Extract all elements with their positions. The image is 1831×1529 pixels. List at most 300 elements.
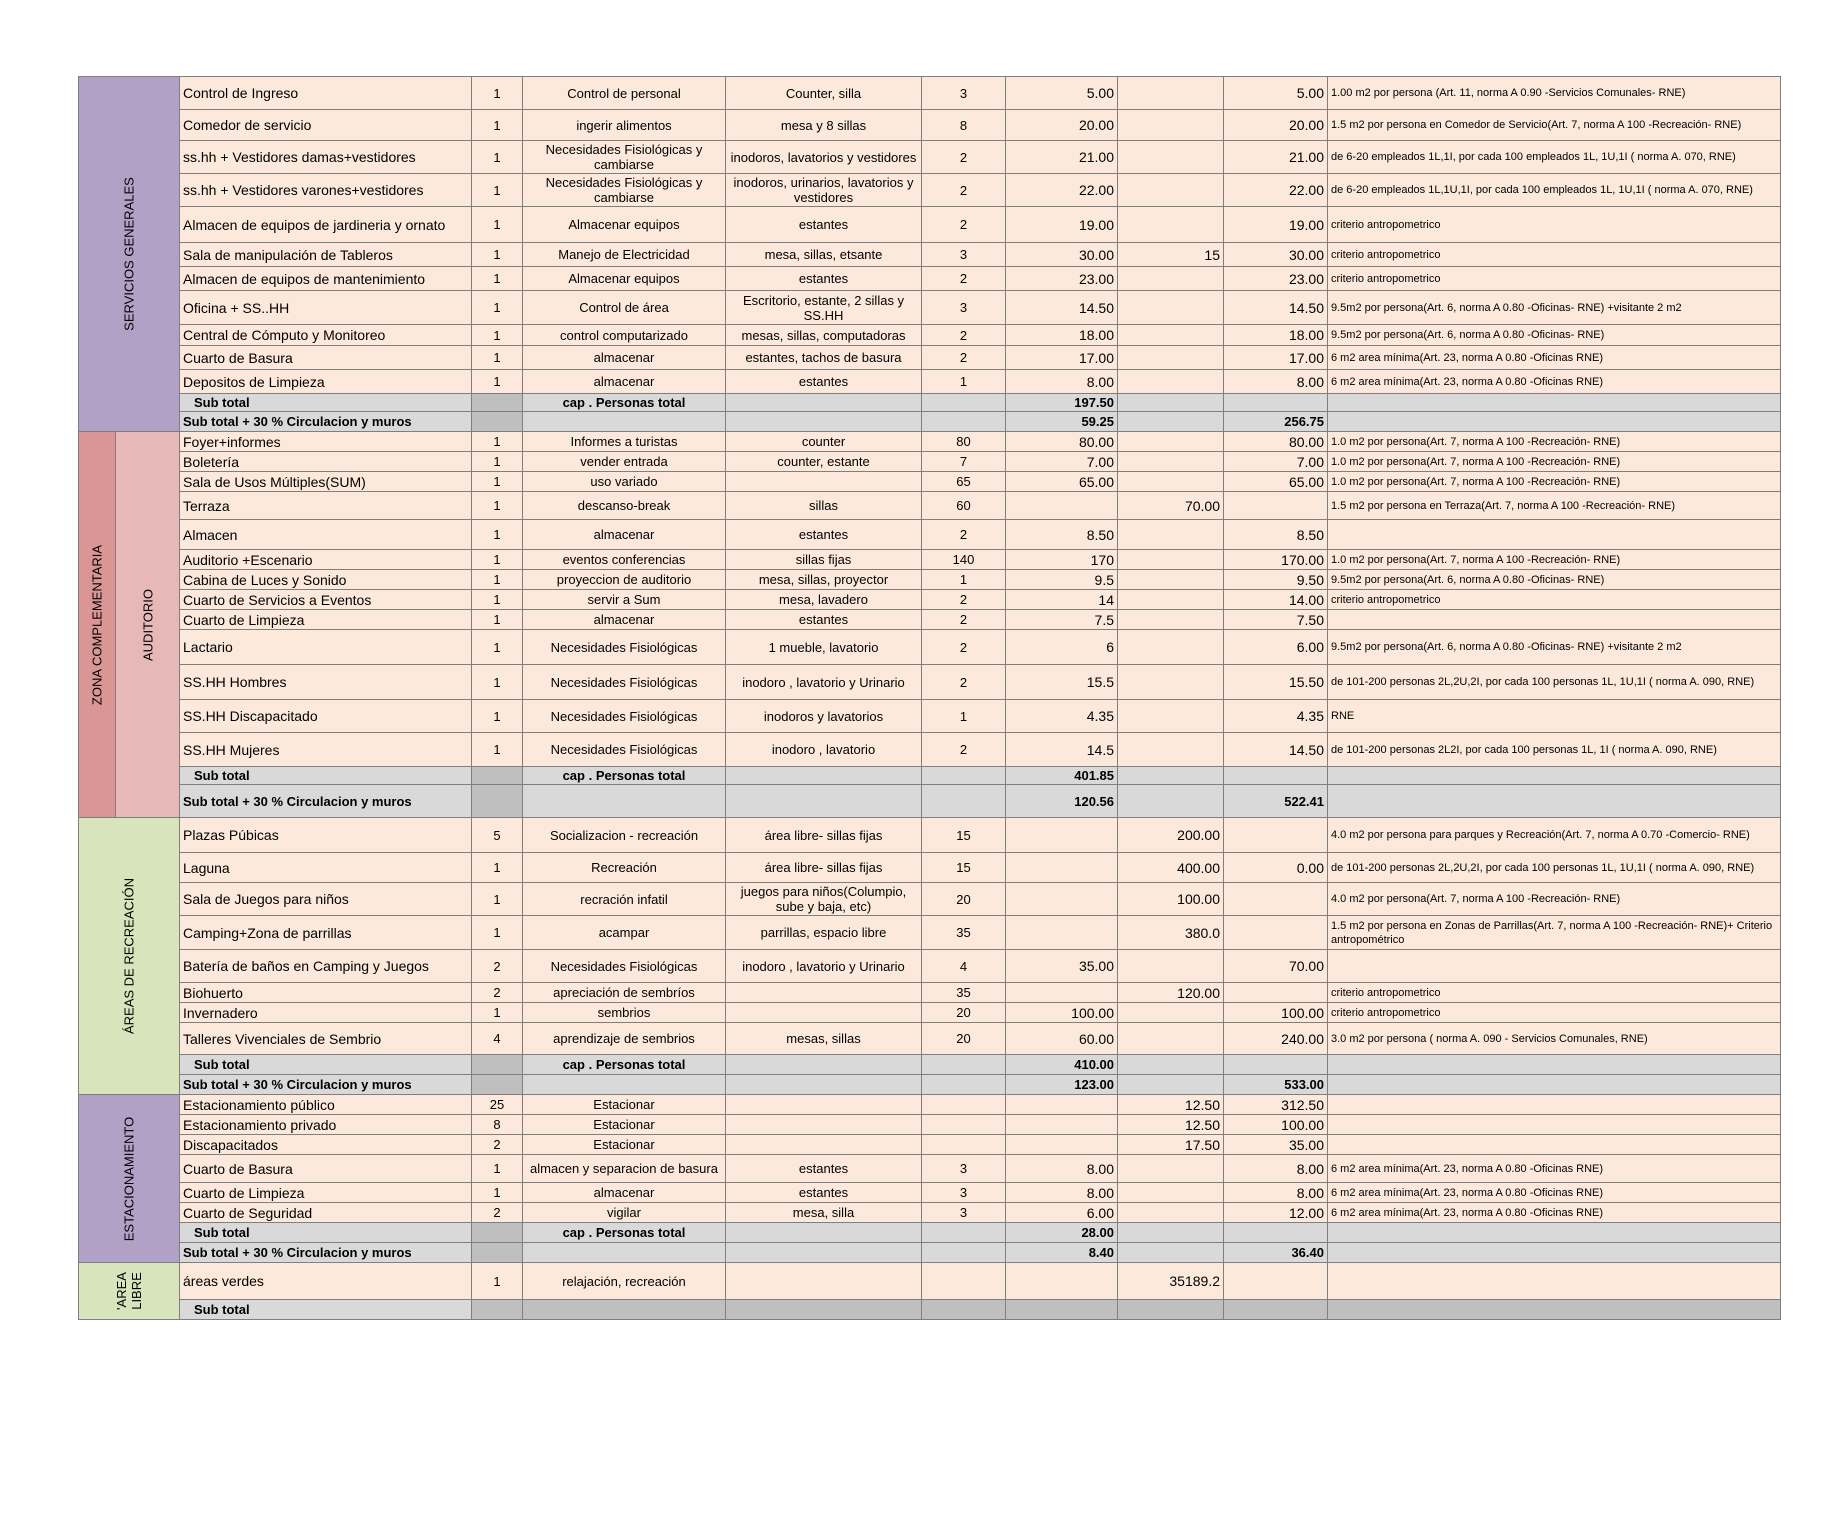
open-area [1118,325,1224,346]
space-name: Sala de manipulación de Tableros [180,243,472,267]
users: 2 [922,207,1006,243]
users [922,1055,1006,1075]
quantity: 1 [472,370,523,394]
furniture: inodoros, urinarios, lavatorios y vestidores [726,174,922,207]
roofed-area: 15.5 [1006,665,1118,700]
quantity [472,1055,523,1075]
subtotal-circulation-row [79,1075,1781,1095]
table-row [79,1263,1781,1300]
open-area [1118,590,1224,610]
roofed-area [1006,1115,1118,1135]
quantity: 1 [472,243,523,267]
roofed-area [1006,1135,1118,1155]
total-area: 8.00 [1224,1183,1328,1203]
table-row [79,110,1781,141]
table-row [79,207,1781,243]
total-area: 312.50 [1224,1095,1328,1115]
norm-reference [1328,1115,1781,1135]
quantity: 1 [472,630,523,665]
quantity: 1 [472,570,523,590]
norm-reference: 1.0 m2 por persona(Art. 7, norma A 100 -Recreación- RNE) [1328,452,1781,472]
quantity [472,1300,523,1320]
space-name: Almacen de equipos de jardineria y ornato [180,207,472,243]
activity [523,1075,726,1095]
space-name: Cuarto de Basura [180,346,472,370]
space-name: Laguna [180,853,472,883]
open-area: 120.00 [1118,983,1224,1003]
table-row [79,291,1781,325]
norm-reference: de 101-200 personas 2L,2U,2I, por cada 100 personas 1L, 1U,1I ( norma A. 090, RNE) [1328,665,1781,700]
zone-label [122,1116,137,1240]
users: 4 [922,950,1006,983]
subtotal-row [79,1300,1781,1320]
norm-reference: criterio antropometrico [1328,590,1781,610]
users: 2 [922,346,1006,370]
roofed-area [1006,818,1118,853]
zone-area-libre [79,1263,180,1320]
activity: almacenar [523,520,726,550]
table-row [79,1095,1781,1115]
space-name: Cuarto de Limpieza [180,1183,472,1203]
roofed-area: 7.00 [1006,452,1118,472]
open-area [1118,570,1224,590]
roofed-area: 4.35 [1006,700,1118,733]
space-name: Comedor de servicio [180,110,472,141]
open-area [1118,550,1224,570]
users [922,1300,1006,1320]
open-area [1118,174,1224,207]
furniture: counter, estante [726,452,922,472]
total-area: 20.00 [1224,110,1328,141]
space-name: Central de Cómputo y Monitoreo [180,325,472,346]
roofed-area: 401.85 [1006,767,1118,785]
norm-reference [1328,1095,1781,1115]
total-area: 533.00 [1224,1075,1328,1095]
table-row [79,1183,1781,1203]
roofed-area: 21.00 [1006,141,1118,174]
furniture: 1 mueble, lavatorio [726,630,922,665]
furniture [726,983,922,1003]
total-area: 30.00 [1224,243,1328,267]
furniture: estantes [726,520,922,550]
roofed-area: 170 [1006,550,1118,570]
norm-reference [1328,520,1781,550]
users [922,785,1006,818]
table-row [79,665,1781,700]
users: 35 [922,916,1006,950]
total-area: 9.50 [1224,570,1328,590]
activity: Manejo de Electricidad [523,243,726,267]
space-name: Sub total + 30 % Circulacion y muros [180,1243,472,1263]
norm-reference: de 101-200 personas 2L,2U,2I, por cada 100 personas 1L, 1U,1I ( norma A. 090, RNE) [1328,853,1781,883]
activity: apreciación de sembríos [523,983,726,1003]
space-name: Depositos de Limpieza [180,370,472,394]
open-area [1118,1055,1224,1075]
total-area: 18.00 [1224,325,1328,346]
space-name: Sala de Juegos para niños [180,883,472,916]
open-area [1118,1023,1224,1055]
quantity: 1 [472,520,523,550]
norm-reference: criterio antropometrico [1328,243,1781,267]
total-area [1224,1300,1328,1320]
furniture [726,1300,922,1320]
roofed-area [1006,916,1118,950]
zone-label-line: ÁREAS DE RECREACIÓN [121,877,137,1035]
open-area [1118,267,1224,291]
activity: Socializacion - recreación [523,818,726,853]
total-area: 8.00 [1224,1155,1328,1183]
furniture: estantes [726,207,922,243]
open-area [1118,432,1224,452]
total-area [1224,916,1328,950]
norm-reference [1328,394,1781,412]
space-name: Cuarto de Servicios a Eventos [180,590,472,610]
furniture: mesa, silla [726,1203,922,1223]
norm-reference: 6 m2 area mínima(Art. 23, norma A 0.80 -Oficinas RNE) [1328,370,1781,394]
total-area: 15.50 [1224,665,1328,700]
space-name: Sub total + 30 % Circulacion y muros [180,1075,472,1095]
activity: control computarizado [523,325,726,346]
space-name: SS.HH Discapacitado [180,700,472,733]
open-area [1118,630,1224,665]
activity: almacenar [523,346,726,370]
total-area [1224,767,1328,785]
zone-label-line: SERVICIOS GENERALES [121,177,137,331]
quantity: 1 [472,110,523,141]
open-area [1118,950,1224,983]
space-name: Sub total [180,1223,472,1243]
norm-reference: de 6-20 empleados 1L,1I, por cada 100 empleados 1L, 1U,1I ( norma A. 070, RNE) [1328,141,1781,174]
norm-reference [1328,610,1781,630]
total-area: 65.00 [1224,472,1328,492]
roofed-area: 8.00 [1006,1183,1118,1203]
open-area [1118,700,1224,733]
roofed-area: 60.00 [1006,1023,1118,1055]
table-row [79,1115,1781,1135]
users: 2 [922,733,1006,767]
norm-reference: criterio antropometrico [1328,207,1781,243]
furniture [726,472,922,492]
norm-reference: criterio antropometrico [1328,267,1781,291]
furniture: inodoro , lavatorio y Urinario [726,950,922,983]
users: 3 [922,77,1006,110]
norm-reference: 1.5 m2 por persona en Zonas de Parrillas(Art. 7, norma A 100 -Recreación- RNE)+ Criterio antropométrico [1328,916,1781,950]
quantity: 1 [472,610,523,630]
space-name: Invernadero [180,1003,472,1023]
table-row [79,1203,1781,1223]
activity: almacenar [523,610,726,630]
table-row [79,818,1781,853]
zone-areas-recreacion [79,818,180,1095]
quantity [472,1075,523,1095]
norm-reference: 6 m2 area mínima(Art. 23, norma A 0.80 -Oficinas RNE) [1328,1203,1781,1223]
quantity: 8 [472,1115,523,1135]
users: 80 [922,432,1006,452]
activity: Estacionar [523,1095,726,1115]
subtotal-row [79,1055,1781,1075]
activity: Estacionar [523,1115,726,1135]
roofed-area: 59.25 [1006,412,1118,432]
roofed-area: 6.00 [1006,1203,1118,1223]
furniture: inodoros, lavatorios y vestidores [726,141,922,174]
open-area [1118,1203,1224,1223]
space-name: Sala de Usos Múltiples(SUM) [180,472,472,492]
subtotal-row [79,1223,1781,1243]
open-area [1118,1003,1224,1023]
norm-reference: 4.0 m2 por persona(Art. 7, norma A 100 -Recreación- RNE) [1328,883,1781,916]
roofed-area: 9.5 [1006,570,1118,590]
furniture: mesa, sillas, etsante [726,243,922,267]
open-area [1118,1223,1224,1243]
total-area: 17.00 [1224,346,1328,370]
open-area: 200.00 [1118,818,1224,853]
open-area [1118,520,1224,550]
furniture [726,1243,922,1263]
users [922,1223,1006,1243]
zone-estacionamiento [79,1095,180,1263]
norm-reference [1328,785,1781,818]
space-name: Sub total + 30 % Circulacion y muros [180,412,472,432]
zone-label-line: ESTACIONAMIENTO [121,1116,137,1241]
open-area [1118,610,1224,630]
norm-reference: 1.5 m2 por persona en Terraza(Art. 7, norma A 100 -Recreación- RNE) [1328,492,1781,520]
roofed-area: 80.00 [1006,432,1118,452]
quantity: 2 [472,1135,523,1155]
space-name: Cuarto de Limpieza [180,610,472,630]
furniture [726,1115,922,1135]
table-row [79,733,1781,767]
activity: Informes a turistas [523,432,726,452]
users: 35 [922,983,1006,1003]
activity: Necesidades Fisiológicas [523,630,726,665]
zone-label [122,177,137,331]
quantity: 25 [472,1095,523,1115]
quantity: 1 [472,207,523,243]
open-area [1118,207,1224,243]
activity: Recreación [523,853,726,883]
norm-reference [1328,1300,1781,1320]
users: 2 [922,325,1006,346]
total-area: 12.00 [1224,1203,1328,1223]
space-name: áreas verdes [180,1263,472,1300]
space-name: Lactario [180,630,472,665]
furniture [726,1263,922,1300]
space-name: Almacen [180,520,472,550]
total-area: 14.50 [1224,733,1328,767]
space-name: ss.hh + Vestidores damas+vestidores [180,141,472,174]
norm-reference: 6 m2 area mínima(Art. 23, norma A 0.80 -Oficinas RNE) [1328,346,1781,370]
table-row [79,174,1781,207]
users: 15 [922,853,1006,883]
total-area: 6.00 [1224,630,1328,665]
roofed-area: 410.00 [1006,1055,1118,1075]
zone-label-line: 'AREA [114,1272,129,1310]
norm-reference [1328,767,1781,785]
table-row [79,1135,1781,1155]
users: 3 [922,1183,1006,1203]
zone-label [140,589,155,661]
quantity [472,394,523,412]
open-area [1118,665,1224,700]
norm-reference: 6 m2 area mínima(Art. 23, norma A 0.80 -Oficinas RNE) [1328,1183,1781,1203]
norm-reference: criterio antropometrico [1328,983,1781,1003]
users: 2 [922,141,1006,174]
quantity: 2 [472,950,523,983]
table-row [79,452,1781,472]
space-name: Plazas Púbicas [180,818,472,853]
open-area: 100.00 [1118,883,1224,916]
space-name: Estacionamiento privado [180,1115,472,1135]
norm-reference: 9.5m2 por persona(Art. 6, norma A 0.80 -Oficinas- RNE) +visitante 2 m2 [1328,630,1781,665]
activity: proyeccion de auditorio [523,570,726,590]
activity: cap . Personas total [523,394,726,412]
program-table-body [79,77,1781,1320]
norm-reference: de 6-20 empleados 1L,1U,1I, por cada 100 empleados 1L, 1U,1I ( norma A. 070, RNE) [1328,174,1781,207]
table-row [79,243,1781,267]
activity [523,412,726,432]
roofed-area: 20.00 [1006,110,1118,141]
users: 2 [922,267,1006,291]
space-name: Sub total [180,767,472,785]
furniture [726,1003,922,1023]
subtotal-circulation-row [79,412,1781,432]
open-area [1118,412,1224,432]
furniture: área libre- sillas fijas [726,818,922,853]
open-area [1118,1300,1224,1320]
roofed-area: 14 [1006,590,1118,610]
total-area: 80.00 [1224,432,1328,452]
quantity: 1 [472,472,523,492]
users: 2 [922,665,1006,700]
table-row [79,77,1781,110]
quantity: 1 [472,452,523,472]
activity: Necesidades Fisiológicas y cambiarse [523,174,726,207]
roofed-area [1006,492,1118,520]
quantity: 1 [472,733,523,767]
space-name: Foyer+informes [180,432,472,452]
space-name: SS.HH Hombres [180,665,472,700]
norm-reference [1328,1263,1781,1300]
norm-reference: criterio antropometrico [1328,1003,1781,1023]
open-area [1118,452,1224,472]
users: 2 [922,520,1006,550]
norm-reference: 1.0 m2 por persona(Art. 7, norma A 100 -Recreación- RNE) [1328,550,1781,570]
zone-label [122,878,137,1034]
total-area: 4.35 [1224,700,1328,733]
quantity: 1 [472,916,523,950]
activity: acampar [523,916,726,950]
furniture [726,767,922,785]
furniture: inodoro , lavatorio y Urinario [726,665,922,700]
norm-reference [1328,1223,1781,1243]
roofed-area: 120.56 [1006,785,1118,818]
space-name: SS.HH Mujeres [180,733,472,767]
users: 1 [922,370,1006,394]
activity: Almacenar equipos [523,207,726,243]
total-area [1224,492,1328,520]
quantity: 1 [472,883,523,916]
total-area: 21.00 [1224,141,1328,174]
space-name: Discapacitados [180,1135,472,1155]
open-area [1118,77,1224,110]
roofed-area: 8.50 [1006,520,1118,550]
space-name: Sub total [180,1055,472,1075]
furniture [726,412,922,432]
furniture: sillas [726,492,922,520]
activity: uso variado [523,472,726,492]
roofed-area: 8.00 [1006,1155,1118,1183]
furniture: mesa, lavadero [726,590,922,610]
furniture [726,394,922,412]
norm-reference [1328,412,1781,432]
furniture: juegos para niños(Columpio, sube y baja, etc) [726,883,922,916]
zone-label-line: ZONA COMPLEMENTARIA [89,544,105,705]
total-area: 170.00 [1224,550,1328,570]
activity: descanso-break [523,492,726,520]
total-area: 35.00 [1224,1135,1328,1155]
activity: aprendizaje de sembrios [523,1023,726,1055]
norm-reference: 9.5m2 por persona(Art. 6, norma A 0.80 -Oficinas- RNE) [1328,325,1781,346]
total-area [1224,983,1328,1003]
table-row [79,141,1781,174]
activity: Necesidades Fisiológicas [523,700,726,733]
furniture: mesa y 8 sillas [726,110,922,141]
table-row [79,630,1781,665]
table-row [79,520,1781,550]
activity: almacenar [523,1183,726,1203]
total-area: 0.00 [1224,853,1328,883]
furniture: estantes [726,1183,922,1203]
roofed-area: 7.5 [1006,610,1118,630]
roofed-area: 123.00 [1006,1075,1118,1095]
space-name: Auditorio +Escenario [180,550,472,570]
roofed-area: 14.50 [1006,291,1118,325]
open-area [1118,1243,1224,1263]
subtotal-row [79,767,1781,785]
roofed-area [1006,853,1118,883]
users: 3 [922,291,1006,325]
total-area: 7.00 [1224,452,1328,472]
total-area: 522.41 [1224,785,1328,818]
zone-complementaria [79,432,116,818]
table-row [79,472,1781,492]
subtotal-circulation-row [79,785,1781,818]
activity [523,1243,726,1263]
norm-reference [1328,1075,1781,1095]
quantity: 1 [472,1263,523,1300]
space-name: Talleres Vivenciales de Sembrio [180,1023,472,1055]
total-area: 23.00 [1224,267,1328,291]
furniture: mesas, sillas [726,1023,922,1055]
roofed-area: 22.00 [1006,174,1118,207]
furniture: inodoro , lavatorio [726,733,922,767]
norm-reference: 6 m2 area mínima(Art. 23, norma A 0.80 -Oficinas RNE) [1328,1155,1781,1183]
users: 65 [922,472,1006,492]
table-row [79,370,1781,394]
roofed-area [1006,883,1118,916]
roofed-area: 28.00 [1006,1223,1118,1243]
furniture: mesas, sillas, computadoras [726,325,922,346]
activity: Necesidades Fisiológicas [523,733,726,767]
norm-reference [1328,1243,1781,1263]
open-area [1118,1183,1224,1203]
quantity: 1 [472,141,523,174]
users: 2 [922,630,1006,665]
total-area: 240.00 [1224,1023,1328,1055]
users [922,1115,1006,1135]
table-row [79,590,1781,610]
furniture [726,1135,922,1155]
